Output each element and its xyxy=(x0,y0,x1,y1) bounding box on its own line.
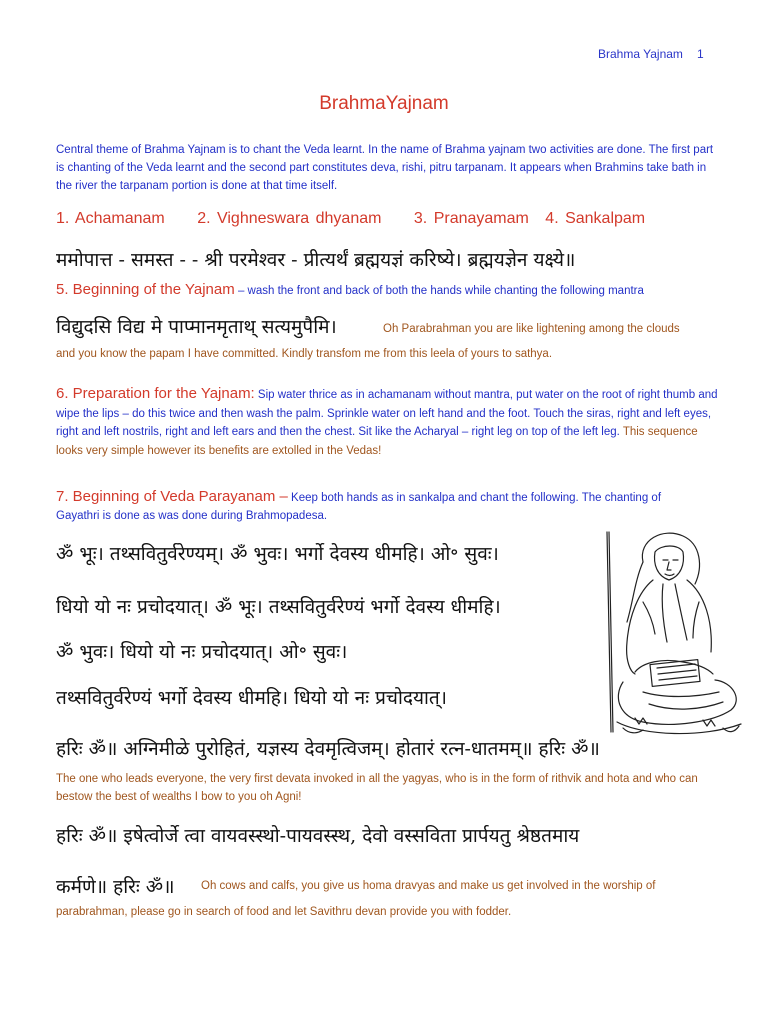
section6-text: Sip water thrice as in achamanam without mantra, put water on the root of right thumb and wipe the lips – do this twice and then wash the palm. Sprinkle water on left hand and the foot. Touch the siras, right and left eyes, right and left nostrils, right and left ears and then the chest. Sit like the Acharyal – right leg on top of the left leg. xyxy=(56,389,718,438)
gayatri-verse-4: तथ्सवितुर्वरेण्यं भर्गो देवस्य धीमहि। धियो यो नः प्रचोदयात्। xyxy=(56,687,447,709)
gayatri-verse-3: ॐ भुवः। धियो यो नः प्रचोदयात्। ओ॰ सुवः। xyxy=(56,641,348,663)
section7-heading: 7. Beginning of Veda Parayanam – xyxy=(56,488,288,505)
step-sankalpam: 4. Sankalpam xyxy=(545,210,646,227)
sankalpa-mantra: ममोपात्त - समस्त - - श्री परमेश्वर - प्रीत्यर्थं ब्रह्मयज्ञं करिष्ये। ब्रह्मयज्ञेन यक्ष्ये॥ xyxy=(56,249,576,271)
section5-text: – wash the front and back of both the hands while chanting the following mantra xyxy=(234,285,644,297)
header-page-number: 1 xyxy=(696,47,704,61)
yajurveda-explanation-1: Oh cows and calfs, you give us homa dravyas and make us get involved in the worship of xyxy=(201,880,656,892)
gayatri-verse-2: धियो यो नः प्रचोदयात्। ॐ भूः। तथ्सवितुर्वरेण्यं भर्गो देवस्य धीमहि। xyxy=(56,596,501,618)
yajurveda-verse-2: कर्मणे॥ हरिः ॐ॥ xyxy=(56,876,175,898)
rigveda-verse: हरिः ॐ॥ अग्निमीळे पुरोहितं, यज्ञस्य देवमृत्विजम्। होतारं रत्न-धातमम्॥ हरिः ॐ॥ xyxy=(56,738,600,760)
section7-paragraph xyxy=(56,488,696,525)
rigveda-explanation: The one who leads everyone, the very first devata invoked in all the yagyas, who is in the form of rithvik and hota and who can bestow the best of wealths I bow to you oh Agni! xyxy=(56,773,698,803)
running-header xyxy=(598,47,704,61)
acharya-illustration xyxy=(583,522,748,740)
section6-paragraph xyxy=(56,385,718,460)
section5-explain-1: Oh Parabrahman you are like lightening among the clouds xyxy=(383,323,680,335)
page-title: BrahmaYajnam xyxy=(319,93,449,114)
section5-heading: 5. Beginning of the Yajnam xyxy=(56,281,235,298)
steps-list xyxy=(56,210,671,228)
intro-paragraph: Central theme of Brahma Yajnam is to chant the Veda learnt. In the name of Brahma yajnam two activities are done. The first part is chanting of the Veda learnt and the second part constitutes deva, rishi, pitru tarpanam. It appears when Brahmins take bath in the river the tarpanam portion is done at that time itself. xyxy=(56,144,714,192)
section5-mantra: विद्युदसि विद्य मे पाप्मानमृताथ् सत्यमुपैमि। xyxy=(56,316,337,338)
yajurveda-verse-1: हरिः ॐ॥ इषेत्वोर्जे त्वा वायवस्स्थो-पायवस्स्थ, देवो वस्सविता प्रार्पयतु श्रेष्ठतमाय xyxy=(56,825,580,847)
section6-heading: 6. Preparation for the Yajnam: xyxy=(56,385,255,402)
section6-note: This sequence looks very simple however its benefits are extolled in the Vedas! xyxy=(56,426,698,457)
yajurveda-explanation-2: parabrahman, please go in search of food and let Savithru devan provide you with fodder. xyxy=(56,906,512,918)
section5-heading-line xyxy=(56,281,644,298)
gayatri-verse-1: ॐ भूः। तथ्सवितुर्वरेण्यम्। ॐ भुवः। भर्गो देवस्य धीमहि। ओ॰ सुवः। xyxy=(56,543,499,565)
step-vighneswara: 2. Vighneswara dhyanam xyxy=(197,210,382,227)
section5-explain-2: and you know the papam I have committed. Kindly transfom me from this leela of yours to sathya. xyxy=(56,348,553,360)
step-pranayamam: 3. Pranayamam xyxy=(413,210,529,227)
header-doc-title: Brahma Yajnam xyxy=(598,47,683,61)
section7-text: Keep both hands as in sankalpa and chant the following. The chanting of Gayathri is done as was done during Brahmopadesa. xyxy=(56,492,662,522)
step-achamanam: 1. Achamanam xyxy=(56,210,165,227)
